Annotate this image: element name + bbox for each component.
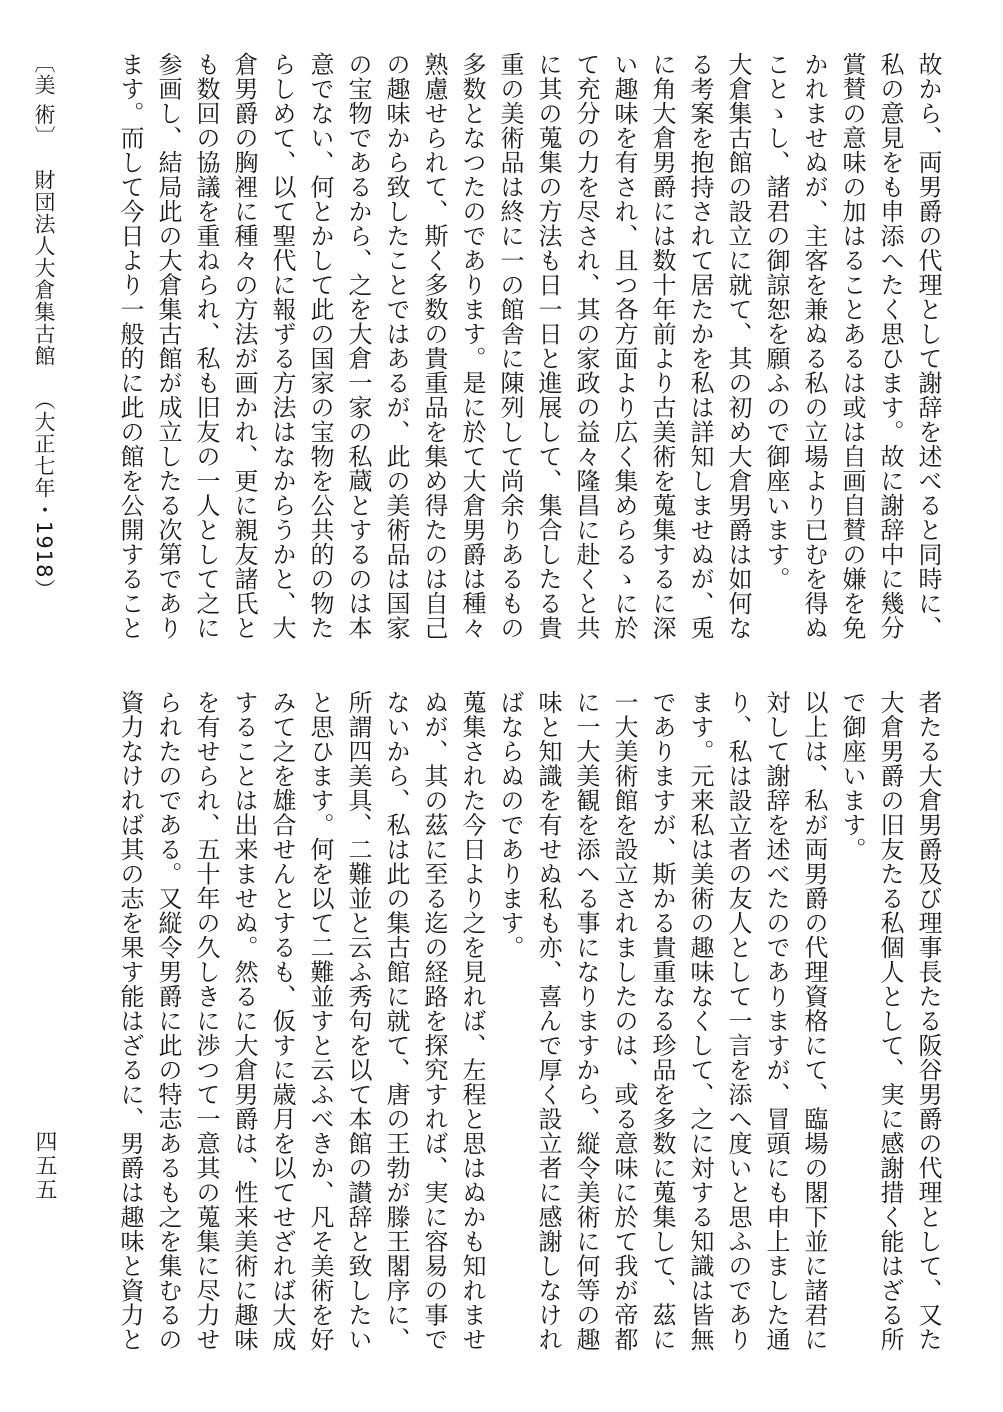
footer-category: 〔美 術〕 — [32, 52, 56, 148]
upper-text-block — [107, 52, 947, 650]
page-number: 四五五 — [32, 1130, 57, 1202]
lower-paragraph-2: 以上は、私が両男爵の代理資格にて、臨場の閣下並に諸君に対して謝辞を述べたのでありますが、冒頭にも申上ました通り、私は設立者の友人として一言を添へ度いと思ふのであります。元来私は美術の趣味なくして、之に対する知識は皆無でありますが、斯かる貴重なる珍品を多数に蒐集して、茲に一大美術館を設立されましたのは、或る意味に於て我が帝都に一大美観を添へる事になりますから、縦令美術に何等の趣味と知識を有せぬ私も亦、喜んで厚く設立者に感謝しなければならぬのであります。 — [496, 690, 828, 1352]
lower-paragraph-1: 者たる大倉男爵及び理事長たる阪谷男爵の代理として、又た大倉男爵の旧友たる私個人として、実に感謝措く能はざる所で御座います。 — [838, 690, 942, 1352]
lower-paragraph-3: 蒐集された今日より之を見れば、左程と思はぬかも知れませぬが、其の茲に至る迄の経路を探究すれば、実に容易の事でないから、私は此の集古館に就て、唐の王勃が滕王閣序に、所謂四美具、二難並と云ふ秀句を以て本館の讃辞と致したいと思ひます。何を以て二難並すと云ふべきか、凡そ美術を好みて之を雄合せんとするも、仮すに歳月を以てせざれば大成することは出来ませぬ。然るに大倉男爵は、性来美術に趣味を有せられ、五十年の久しきに渉つて一意其の蒐集に尽力せられたのである。又縦令男爵に此の特志あるも之を集むるの資力なければ其の志を果す能はざるに、男爵は趣味と資力と — [116, 690, 486, 1352]
running-footer — [24, 52, 64, 672]
upper-paragraph-2: 大倉集古館の設立に就て、其の初め大倉男爵は如何なる考案を抱持されて居たかを私は詳知しませぬが、兎に角大倉男爵には数十年前より古美術を蒐集するに深い趣味を有され、且つ各方面より広く集めらるゝに於て充分の力を尽され、其の家政の益々隆昌に赴くと共に其の蒐集の方法も日一日と進展して、集合したる貴重の美術品は終に一の館舎に陳列して尚余りあるもの多数となつたのであります。是に於て大倉男爵は種々熟慮せられて、斯く多数の貴重品を集め得たのは自己の趣味から致したことではあるが、此の美術品は国家の宝物であるから、之を大倉一家の私蔵とするのは本意でない、何とかして此の国家の宝物を公共的の物たらしめて、以て聖代に報ずる方法はなからうかと、大倉男爵の胸裡に種々の方法が画かれ、更に親友諸氏とも数回の協議を重ねられ、私も旧友の一人として之に参画し、結局此の大倉集古館が成立したる次第であります。而して今日より一般的に此の館を公開すること — [116, 52, 752, 640]
lower-text-block — [107, 690, 947, 1362]
upper-paragraph-1: 故から、両男爵の代理として謝辞を述べると同時に、私の意見をも申添へたく思ひます。故に謝辞中に幾分賞賛の意味の加はることあるは或は自画自賛の嫌を免かれませぬが、主客を兼ぬる私の立場より已むを得ぬことゝし、諸君の御諒恕を願ふので御座います。 — [762, 52, 942, 640]
footer-date: （大正七年・1918） — [32, 389, 56, 601]
footer-publisher: 財団法人大倉集古館 — [32, 169, 56, 368]
